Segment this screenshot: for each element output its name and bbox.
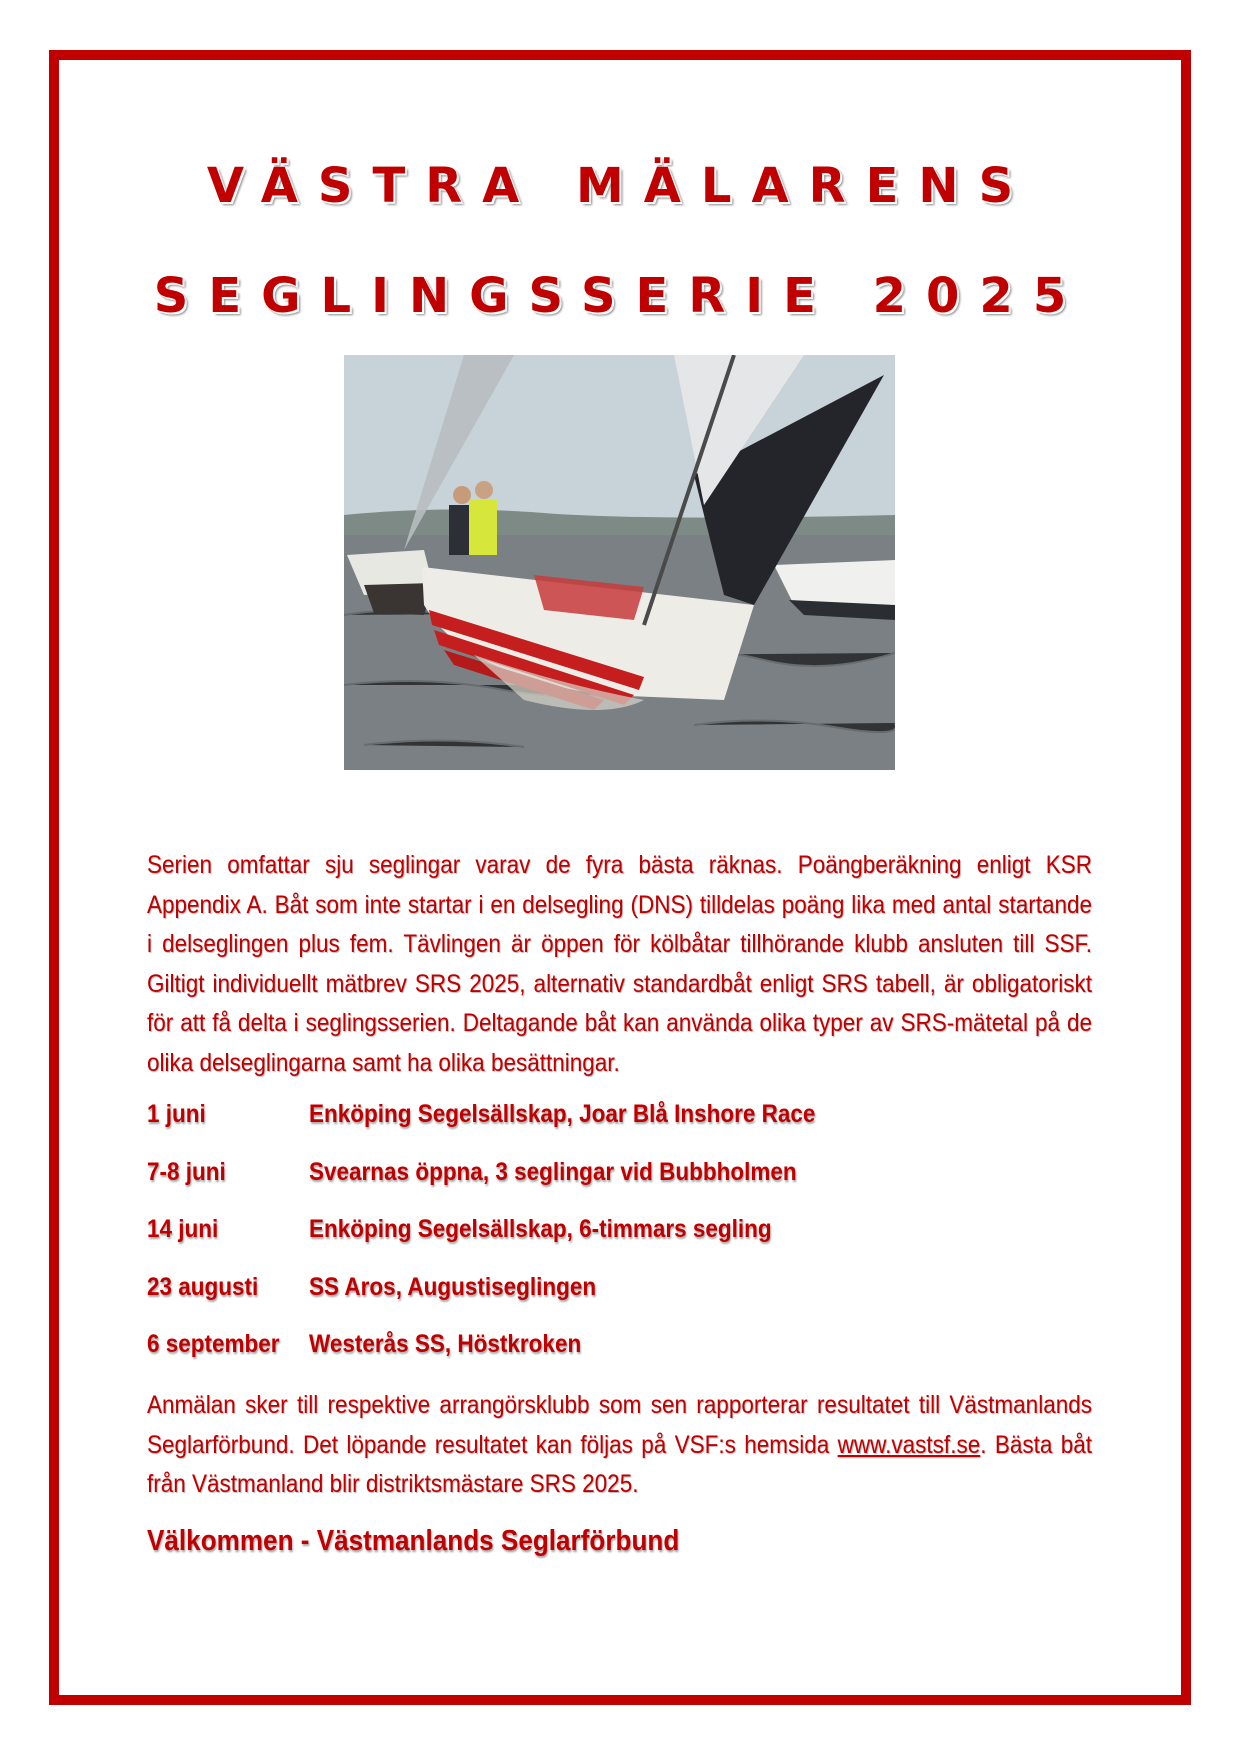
schedule-row	[147, 1158, 1092, 1216]
schedule-date: 23 augusti	[147, 1272, 259, 1301]
schedule-event: Enköping Segelsällskap, Joar Blå Inshore Race	[309, 1100, 816, 1128]
schedule-row	[147, 1215, 1092, 1273]
schedule-row	[147, 1330, 1092, 1388]
sailboat-illustration-icon	[344, 355, 895, 770]
schedule-date: 14 juni	[147, 1215, 219, 1243]
schedule-date: 1 juni	[147, 1100, 206, 1128]
schedule-date: 7-8 juni	[147, 1157, 226, 1186]
title-line-2: SEGLINGSSERIE 2025	[153, 268, 1087, 324]
registration-text-part1: Anmälan sker till respektive arrangörsklubb som sen rapporterar resultatet till Västmanlands Seglarförbund. Det löpande resultatet kan följas på VSF:s hemsida	[147, 1391, 1092, 1459]
schedule-event: Westerås SS, Höstkroken	[309, 1330, 582, 1358]
title-line-1: VÄSTRA MÄLARENS	[206, 158, 1034, 214]
schedule-event: SS Aros, Augustiseglingen	[309, 1272, 597, 1301]
sailboat-photo	[344, 355, 895, 770]
closing-greeting: Välkommen - Västmanlands Seglarförbund	[147, 1525, 680, 1557]
schedule-date: 6 september	[147, 1330, 280, 1358]
schedule-event: Enköping Segelsällskap, 6-timmars segling	[309, 1215, 772, 1243]
registration-paragraph	[147, 1386, 1092, 1505]
registration-text-part2: . Bästa båt från Västmanland blir distriktsmästare SRS 2025.	[147, 1430, 1092, 1498]
schedule-row	[147, 1273, 1092, 1331]
vsf-website-link[interactable]: www.vastsf.se	[837, 1430, 981, 1459]
schedule-row	[147, 1100, 1092, 1158]
race-schedule	[147, 1100, 1092, 1388]
intro-paragraph: Serien omfattar sju seglingar varav de fyra bästa räknas. Poängberäkning enligt KSR Appendix A. Båt som inte startar i en delsegling (DNS) tilldelas poäng lika med antal startande i delseglingen plus fem. Tävlingen är öppen för kölbåtar tillhörande klubb ansluten till SSF. Giltigt individuellt mätbrev SRS 2025, alternativ standardbåt enligt SRS tabell, är obligatoriskt för att få delta i seglingsserien. Deltagande båt kan använda olika typer av SRS-mätetal på de olika delseglingarna samt ha olika besättningar.	[147, 851, 1092, 1077]
schedule-event: Svearnas öppna, 3 seglingar vid Bubbholmen	[309, 1157, 797, 1186]
